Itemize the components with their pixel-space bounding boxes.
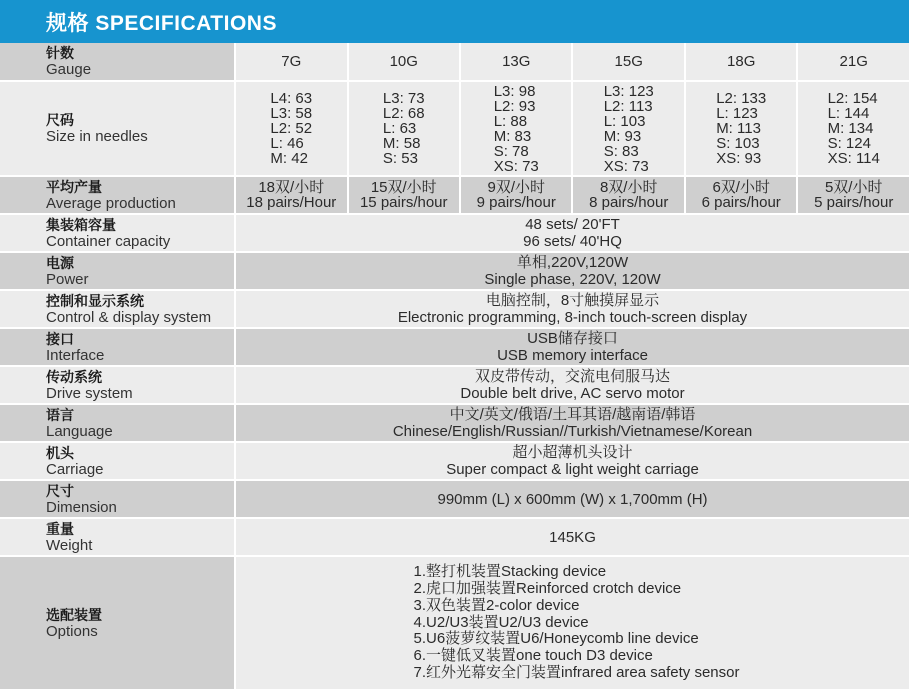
label-power [0, 252, 235, 290]
size-cell-21g [797, 81, 909, 176]
option-item: 5.U6菠萝纹装置U6/Honeycomb line device [413, 630, 699, 648]
drive-value [235, 366, 909, 404]
production-zh: 6双/小时 [712, 179, 770, 196]
row-carriage [0, 442, 909, 480]
value-line: 96 sets/ 40'HQ [523, 233, 622, 250]
label-en: Dimension [46, 498, 117, 516]
value-line: Electronic programming, 8-inch touch-screen display [397, 309, 748, 326]
value-line: 超小超薄机头设计 [512, 444, 633, 461]
size-value: L: 88 [493, 112, 528, 130]
row-options [0, 556, 909, 690]
size-value: M: 42 [270, 150, 308, 167]
production-zh: 8双/小时 [599, 179, 658, 196]
weight-value: 145KG [235, 518, 909, 556]
label-zh: 平均产量 [46, 178, 102, 195]
size-value: L3: 98 [493, 82, 536, 100]
size-value: L2: 52 [270, 120, 313, 137]
label-en: Gauge [46, 61, 92, 78]
row-container [0, 214, 909, 252]
value-line: Super compact & light weight carriage [446, 461, 699, 478]
label-en: Carriage [46, 460, 104, 478]
size-cell-10g [348, 81, 460, 176]
spec-table [0, 43, 909, 691]
option-item: 7.红外光幕安全门装置infrared area safety sensor [413, 663, 740, 681]
label-zh: 选配装置 [46, 606, 102, 623]
size-value: S: 124 [827, 135, 871, 152]
size-value: S: 53 [382, 150, 418, 167]
value-line: 双皮带传动，交流电伺服马达 [475, 368, 671, 385]
value-line: USB memory interface [497, 347, 648, 364]
size-value: XS: 93 [716, 150, 762, 167]
size-value: XS: 73 [493, 157, 539, 175]
row-production [0, 176, 909, 214]
production-en: 15 pairs/hour [359, 194, 448, 211]
label-en: Control & display system [46, 308, 212, 326]
value-line: 单相,220V,120W [516, 254, 629, 271]
value-line: Double belt drive, AC servo motor [460, 385, 685, 402]
option-item: 1.整打机装置Stacking device [413, 563, 607, 581]
production-7g [235, 176, 347, 214]
interface-value [235, 328, 909, 366]
size-cell-7g [235, 81, 347, 176]
size-value: L3: 58 [270, 105, 313, 122]
size-value: M: 58 [382, 135, 421, 152]
production-en: 5 pairs/hour [814, 194, 894, 211]
value-line: 48 sets/ 20'FT [525, 216, 620, 233]
size-value: S: 83 [603, 142, 639, 160]
size-value: L4: 63 [270, 90, 313, 107]
value-line: Single phase, 220V, 120W [484, 271, 661, 288]
production-zh: 15双/小时 [370, 179, 437, 196]
gauge-7g: 7G [235, 43, 347, 81]
row-size [0, 81, 909, 176]
control-value [235, 290, 909, 328]
label-zh: 尺寸 [46, 482, 74, 499]
options-list [406, 564, 740, 682]
label-zh: 尺码 [46, 112, 74, 128]
label-weight [0, 518, 235, 556]
container-value [235, 214, 909, 252]
power-value [235, 252, 909, 290]
row-power [0, 252, 909, 290]
size-value: S: 103 [716, 135, 760, 152]
gauge-18g: 18G [685, 43, 797, 81]
size-value: L3: 73 [382, 90, 425, 107]
production-zh: 5双/小时 [824, 179, 883, 196]
size-value: M: 93 [603, 127, 642, 145]
label-zh: 接口 [46, 330, 74, 347]
option-item: 4.U2/U3装置U2/U3 device [413, 613, 589, 631]
size-value: L: 63 [382, 120, 417, 137]
gauge-15g: 15G [572, 43, 684, 81]
size-value: XS: 73 [603, 157, 649, 175]
size-value: M: 134 [827, 120, 874, 137]
label-en: Options [46, 622, 98, 640]
size-value: L: 46 [270, 135, 304, 152]
gauge-13g: 13G [460, 43, 572, 81]
label-en: Power [46, 270, 89, 288]
label-size [0, 81, 235, 176]
production-en: 6 pairs/hour [701, 194, 781, 211]
label-zh: 重量 [46, 520, 74, 537]
size-value: M: 113 [716, 120, 761, 137]
size-value: L: 144 [827, 105, 870, 122]
size-value: S: 78 [493, 142, 529, 160]
label-zh: 电源 [46, 254, 74, 271]
production-en: 18 pairs/Hour [246, 194, 337, 211]
label-gauge [0, 43, 235, 81]
label-en: Container capacity [46, 232, 171, 250]
label-en: Weight [46, 536, 93, 554]
production-15g [572, 176, 684, 214]
value-line: 中文/英文/俄语/土耳其语/越南语/韩语 [449, 406, 696, 423]
label-en: Drive system [46, 384, 133, 402]
row-drive [0, 366, 909, 404]
size-cell-13g [460, 81, 572, 176]
production-13g [460, 176, 572, 214]
spec-header [0, 0, 909, 43]
label-carriage [0, 442, 235, 480]
production-en: 9 pairs/hour [476, 194, 556, 211]
label-options [0, 556, 235, 690]
label-zh: 针数 [46, 45, 74, 61]
label-control [0, 290, 235, 328]
size-value: XS: 114 [827, 150, 880, 167]
production-18g [685, 176, 797, 214]
label-en: Interface [46, 346, 105, 364]
label-language [0, 404, 235, 442]
size-value: L2: 154 [827, 90, 878, 107]
row-gauge [0, 43, 909, 81]
gauge-10g: 10G [348, 43, 460, 81]
production-en: 8 pairs/hour [589, 194, 669, 211]
row-dimension [0, 480, 909, 518]
gauge-21g: 21G [797, 43, 909, 81]
label-zh: 集装箱容量 [46, 216, 116, 233]
label-zh: 控制和显示系统 [46, 292, 144, 309]
size-value: M: 83 [493, 127, 532, 145]
options-value [235, 556, 909, 690]
value-line: USB储存接口 [527, 330, 618, 347]
size-value: L: 123 [716, 105, 758, 122]
production-zh: 18双/小时 [258, 179, 325, 196]
label-en: Language [46, 422, 113, 440]
size-cell-18g [685, 81, 797, 176]
production-zh: 9双/小时 [487, 179, 545, 196]
option-item: 6.一键低叉装置one touch D3 device [413, 647, 653, 665]
label-production [0, 176, 235, 214]
row-interface [0, 328, 909, 366]
label-dimension [0, 480, 235, 518]
row-control [0, 290, 909, 328]
option-item: 2.虎口加强装置Reinforced crotch device [413, 580, 682, 597]
size-value: L2: 93 [493, 97, 536, 115]
carriage-value [235, 442, 909, 480]
row-weight [0, 518, 909, 556]
label-en: Average production [46, 194, 176, 212]
label-container [0, 214, 235, 252]
size-value: L: 103 [603, 112, 646, 130]
row-language [0, 404, 909, 442]
production-21g [797, 176, 909, 214]
production-10g [348, 176, 460, 214]
label-en: Size in needles [46, 128, 148, 145]
label-zh: 语言 [46, 406, 74, 423]
dimension-value: 990mm (L) x 600mm (W) x 1,700mm (H) [235, 480, 909, 518]
size-value: L2: 113 [603, 97, 653, 115]
size-cell-15g [572, 81, 684, 176]
label-interface [0, 328, 235, 366]
value-line: 电脑控制，8寸触摸屏显示 [485, 292, 660, 309]
label-drive [0, 366, 235, 404]
size-value: L2: 68 [382, 105, 425, 122]
option-item: 3.双色装置2-color device [413, 596, 580, 614]
value-line: Chinese/English/Russian//Turkish/Vietnamese/Korean [392, 423, 753, 440]
size-value: L2: 133 [716, 90, 767, 107]
size-value: L3: 123 [603, 82, 654, 100]
page-title: 规格 SPECIFICATIONS [46, 11, 277, 35]
label-zh: 机头 [46, 444, 74, 461]
language-value [235, 404, 909, 442]
label-zh: 传动系统 [46, 368, 102, 385]
